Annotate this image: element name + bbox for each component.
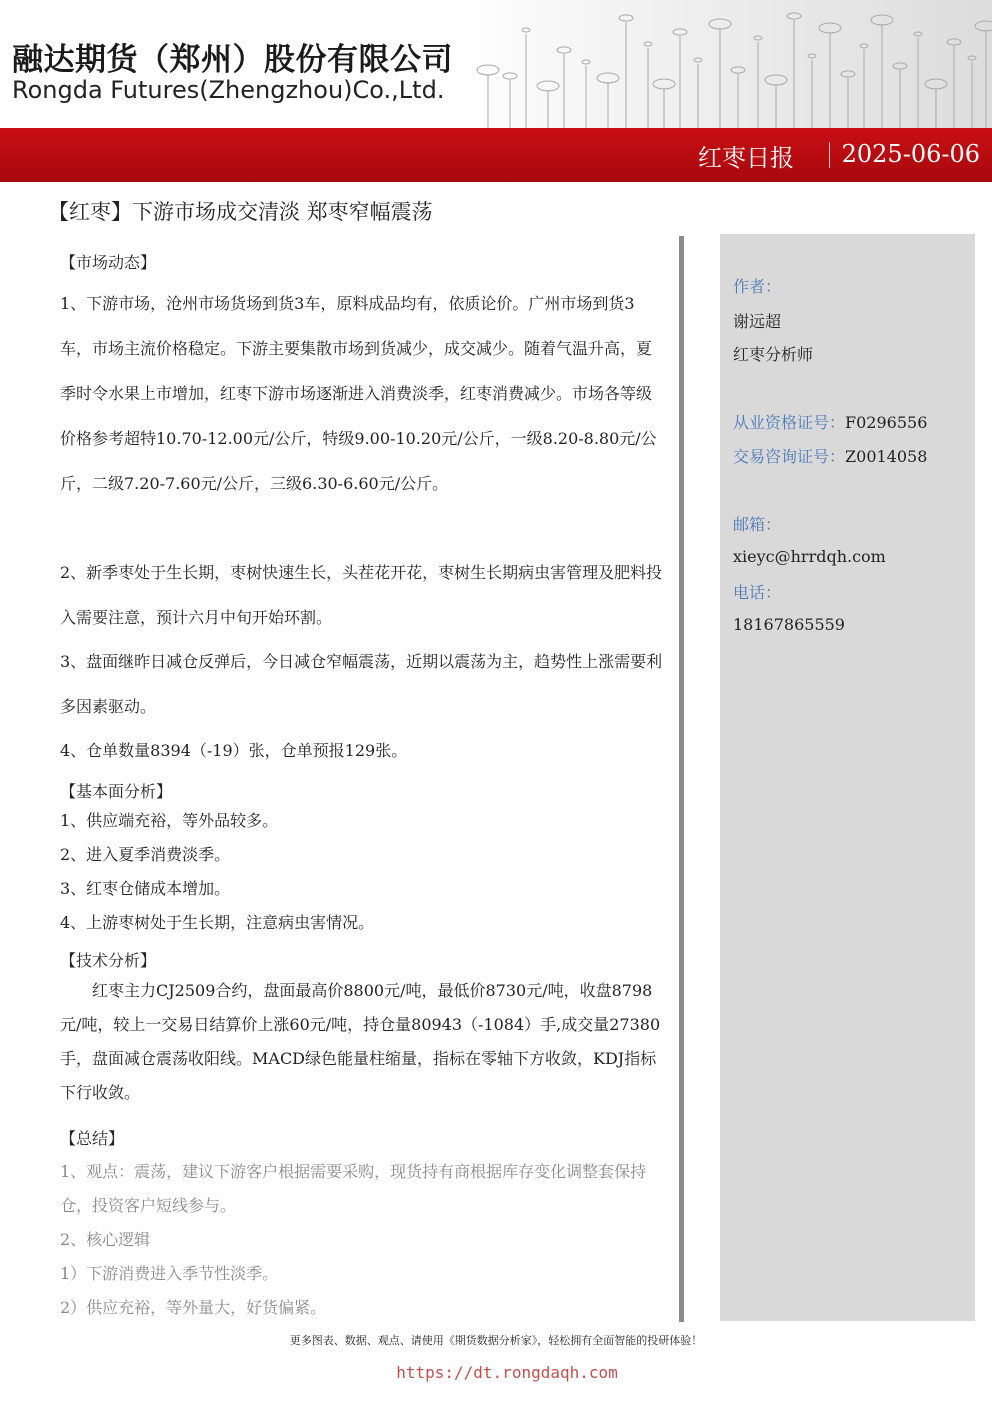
author-name: 谢远超 (733, 312, 782, 331)
cert-label: 从业资格证号： (733, 413, 846, 432)
report-title: 【红枣】下游市场成交清淡 郑枣窄幅震荡 (48, 200, 433, 224)
phone-value: 18167865559 (733, 615, 845, 634)
phone-label: 电话： (733, 583, 782, 602)
report-date: 2025-06-06 (841, 140, 980, 168)
consult-label: 交易咨询证号： (733, 447, 846, 466)
author-title: 红枣分析师 (733, 345, 814, 364)
fundamental-item: 3、红枣仓储成本增加。 (60, 879, 231, 898)
report-name: 红枣日报 (698, 144, 794, 172)
technical-text: 红枣主力CJ2509合约，盘面最高价8800元/吨，最低价8730元/吨，收盘8798元/吨，较上一交易日结算价上涨60元/吨，持仓量80943（-1084）手,成交量27380手，盘面减仓震荡收阳线。MACD绿色能量柱缩量，指标在零轴下方收敛，KDJ指标下行收敛。 (60, 981, 661, 1102)
fundamental-item: 4、上游枣树处于生长期，注意病虫害情况。 (60, 913, 375, 932)
market-heading: 【市场动态】 (60, 253, 157, 272)
email-value[interactable]: xieyc@hrrdqh.com (733, 547, 886, 566)
author-sidebar (720, 234, 975, 1321)
company-name-cn: 融达期货（郑州）股份有限公司 (12, 42, 453, 78)
summary-item: 1、观点：震荡，建议下游客户根据需要采购，现货持有商根据库存变化调整套保持仓，投资客户短线参与。 (60, 1162, 647, 1215)
market-item: 3、盘面继昨日减仓反弹后，今日减仓窄幅震荡，近期以震荡为主，趋势性上涨需要利多因素驱动。 (60, 652, 663, 716)
summary-heading: 【总结】 (60, 1129, 125, 1148)
fundamental-heading: 【基本面分析】 (60, 782, 173, 801)
column-divider (679, 236, 684, 1322)
consult-value: Z0014058 (845, 447, 928, 466)
banner-divider (829, 142, 830, 168)
fundamental-item: 1、供应端充裕，等外品较多。 (60, 811, 279, 830)
summary-item: 2、核心逻辑 (60, 1230, 151, 1249)
summary-item: 2）供应充裕，等外量大，好货偏紧。 (60, 1298, 327, 1317)
consult-line (733, 444, 927, 467)
email-label: 邮箱： (733, 515, 782, 534)
report-banner (0, 128, 992, 182)
company-name-en: Rongda Futures(Zhengzhou)Co.,Ltd. (12, 76, 445, 104)
fundamental-item: 2、进入夏季消费淡季。 (60, 845, 231, 864)
page-header (0, 0, 992, 128)
footer-note: 更多图表、数据、观点、请使用《期货数据分析家》，轻松拥有全面智能的投研体验！ (289, 1334, 703, 1347)
cert-line (733, 410, 927, 433)
market-item: 4、仓单数量8394（-19）张，仓单预报129张。 (60, 741, 408, 760)
decorative-circles-graphic (458, 0, 992, 128)
market-item: 2、新季枣处于生长期，枣树快速生长，头茬花开花，枣树生长期病虫害管理及肥料投入需要注意，预计六月中旬开始环割。 (60, 563, 663, 627)
author-label: 作者： (733, 277, 782, 296)
technical-heading: 【技术分析】 (60, 951, 157, 970)
cert-value: F0296556 (845, 413, 928, 432)
summary-item: 1）下游消费进入季节性淡季。 (60, 1264, 279, 1283)
footer-link[interactable]: https://dt.rongdaqh.com (396, 1363, 618, 1382)
market-item: 1、下游市场，沧州市场货场到货3车，原料成品均有，依质论价。广州市场到货3车，市场主流价格稳定。下游主要集散市场到货减少，成交减少。随着气温升高，夏季时令水果上市增加，红枣下游市场逐渐进入消费淡季，红枣消费减少。市场各等级价格参考超特10.70-12.00元/公斤，特级9.00-10.20元/公斤，一级8.20-8.80元/公斤，二级7.20-7.60元/公斤，三级6.30-6.60元/公斤。 (60, 294, 657, 493)
